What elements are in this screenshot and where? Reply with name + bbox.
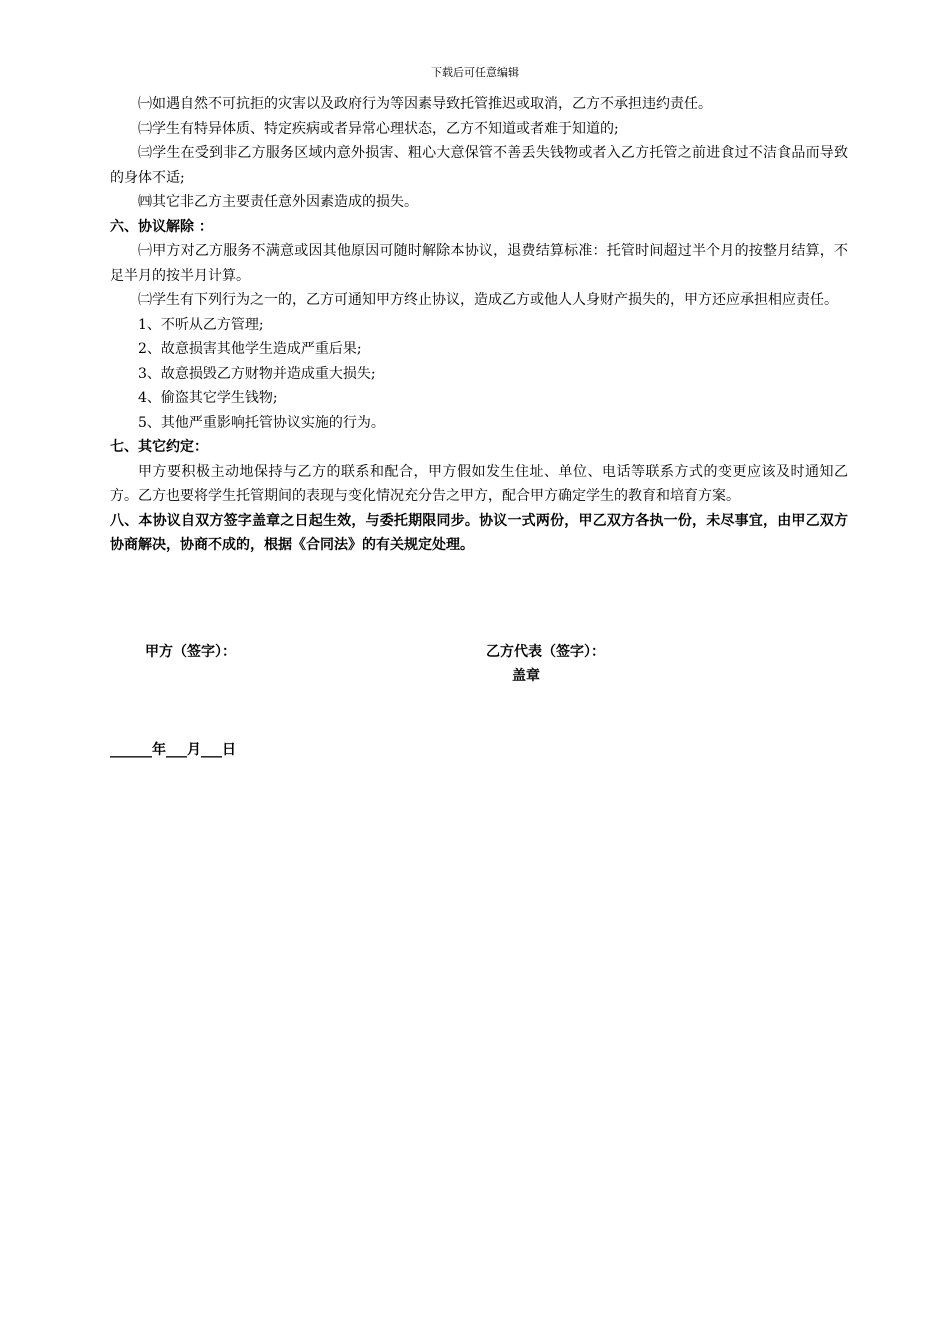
section-6-list-item: 3、故意损毁乙方财物并造成重大损失; xyxy=(138,365,376,382)
clause-5-3: ㈢学生在受到非乙方服务区域内意外损害、粗心大意保管不善丢失钱物或者入乙方托管之前进食过不洁食品而导致的身体不适; xyxy=(110,145,848,186)
section-8-text: 八、本协议自双方签字盖章之日起生效，与委托期限同步。协议一式两份，甲乙双方各执一份，未尽事宜，由甲乙双方协商解决，协商不成的，根据《合同法》的有关规定处理。 xyxy=(110,512,848,553)
section-6-heading: 六、协议解除 ： xyxy=(110,218,213,235)
section-6-list-item: 2、故意损害其他学生造成严重后果; xyxy=(138,341,362,357)
date-line: ______年___月___日 xyxy=(110,742,236,758)
section-7-heading: 七、其它约定： xyxy=(110,439,208,455)
section-7-para: 甲方要积极主动地保持与乙方的联系和配合，甲方假如发生住址、单位、电话等联系方式的变更应该及时通知乙方。乙方也要将学生托管期间的表现与变化情况充分告之甲方，配合甲方确定学生的教育和培育方案。 xyxy=(110,463,848,504)
section-6-list-item: 1、不听从乙方管理; xyxy=(138,316,264,333)
section-6-para-1: ㈠甲方对乙方服务不满意或因其他原因可随时解除本协议，退费结算标准：托管时间超过半个月的按整月结算，不足半月的按半月计算。 xyxy=(110,243,848,284)
section-6-list-item: 4、偷盗其它学生钱物; xyxy=(138,390,278,406)
party-b-signature-label: 乙方代表（签字）： xyxy=(486,644,605,660)
section-6-para-2: ㈡学生有下列行为之一的，乙方可通知甲方终止协议，造成乙方或他人人身财产损失的，甲方还应承担相应责任。 xyxy=(138,292,838,308)
section-6-list-item: 5、其他严重影响托管协议实施的行为。 xyxy=(138,414,385,431)
seal-label: 盖章 xyxy=(512,668,540,684)
clause-5-2: ㈡学生有特异体质、特定疾病或者异常心理状态，乙方不知道或者难于知道的; xyxy=(138,120,619,137)
page-header: 下载后可任意编辑 xyxy=(431,66,519,79)
document-body xyxy=(110,92,848,558)
party-a-signature-label: 甲方（签字）： xyxy=(145,644,236,660)
clause-5-4: ㈣其它非乙方主要责任意外因素造成的损失。 xyxy=(138,194,418,210)
clause-5-1: ㈠如遇自然不可抗拒的灾害以及政府行为等因素导致托管推迟或取消，乙方不承担违约责任。 xyxy=(138,96,712,112)
